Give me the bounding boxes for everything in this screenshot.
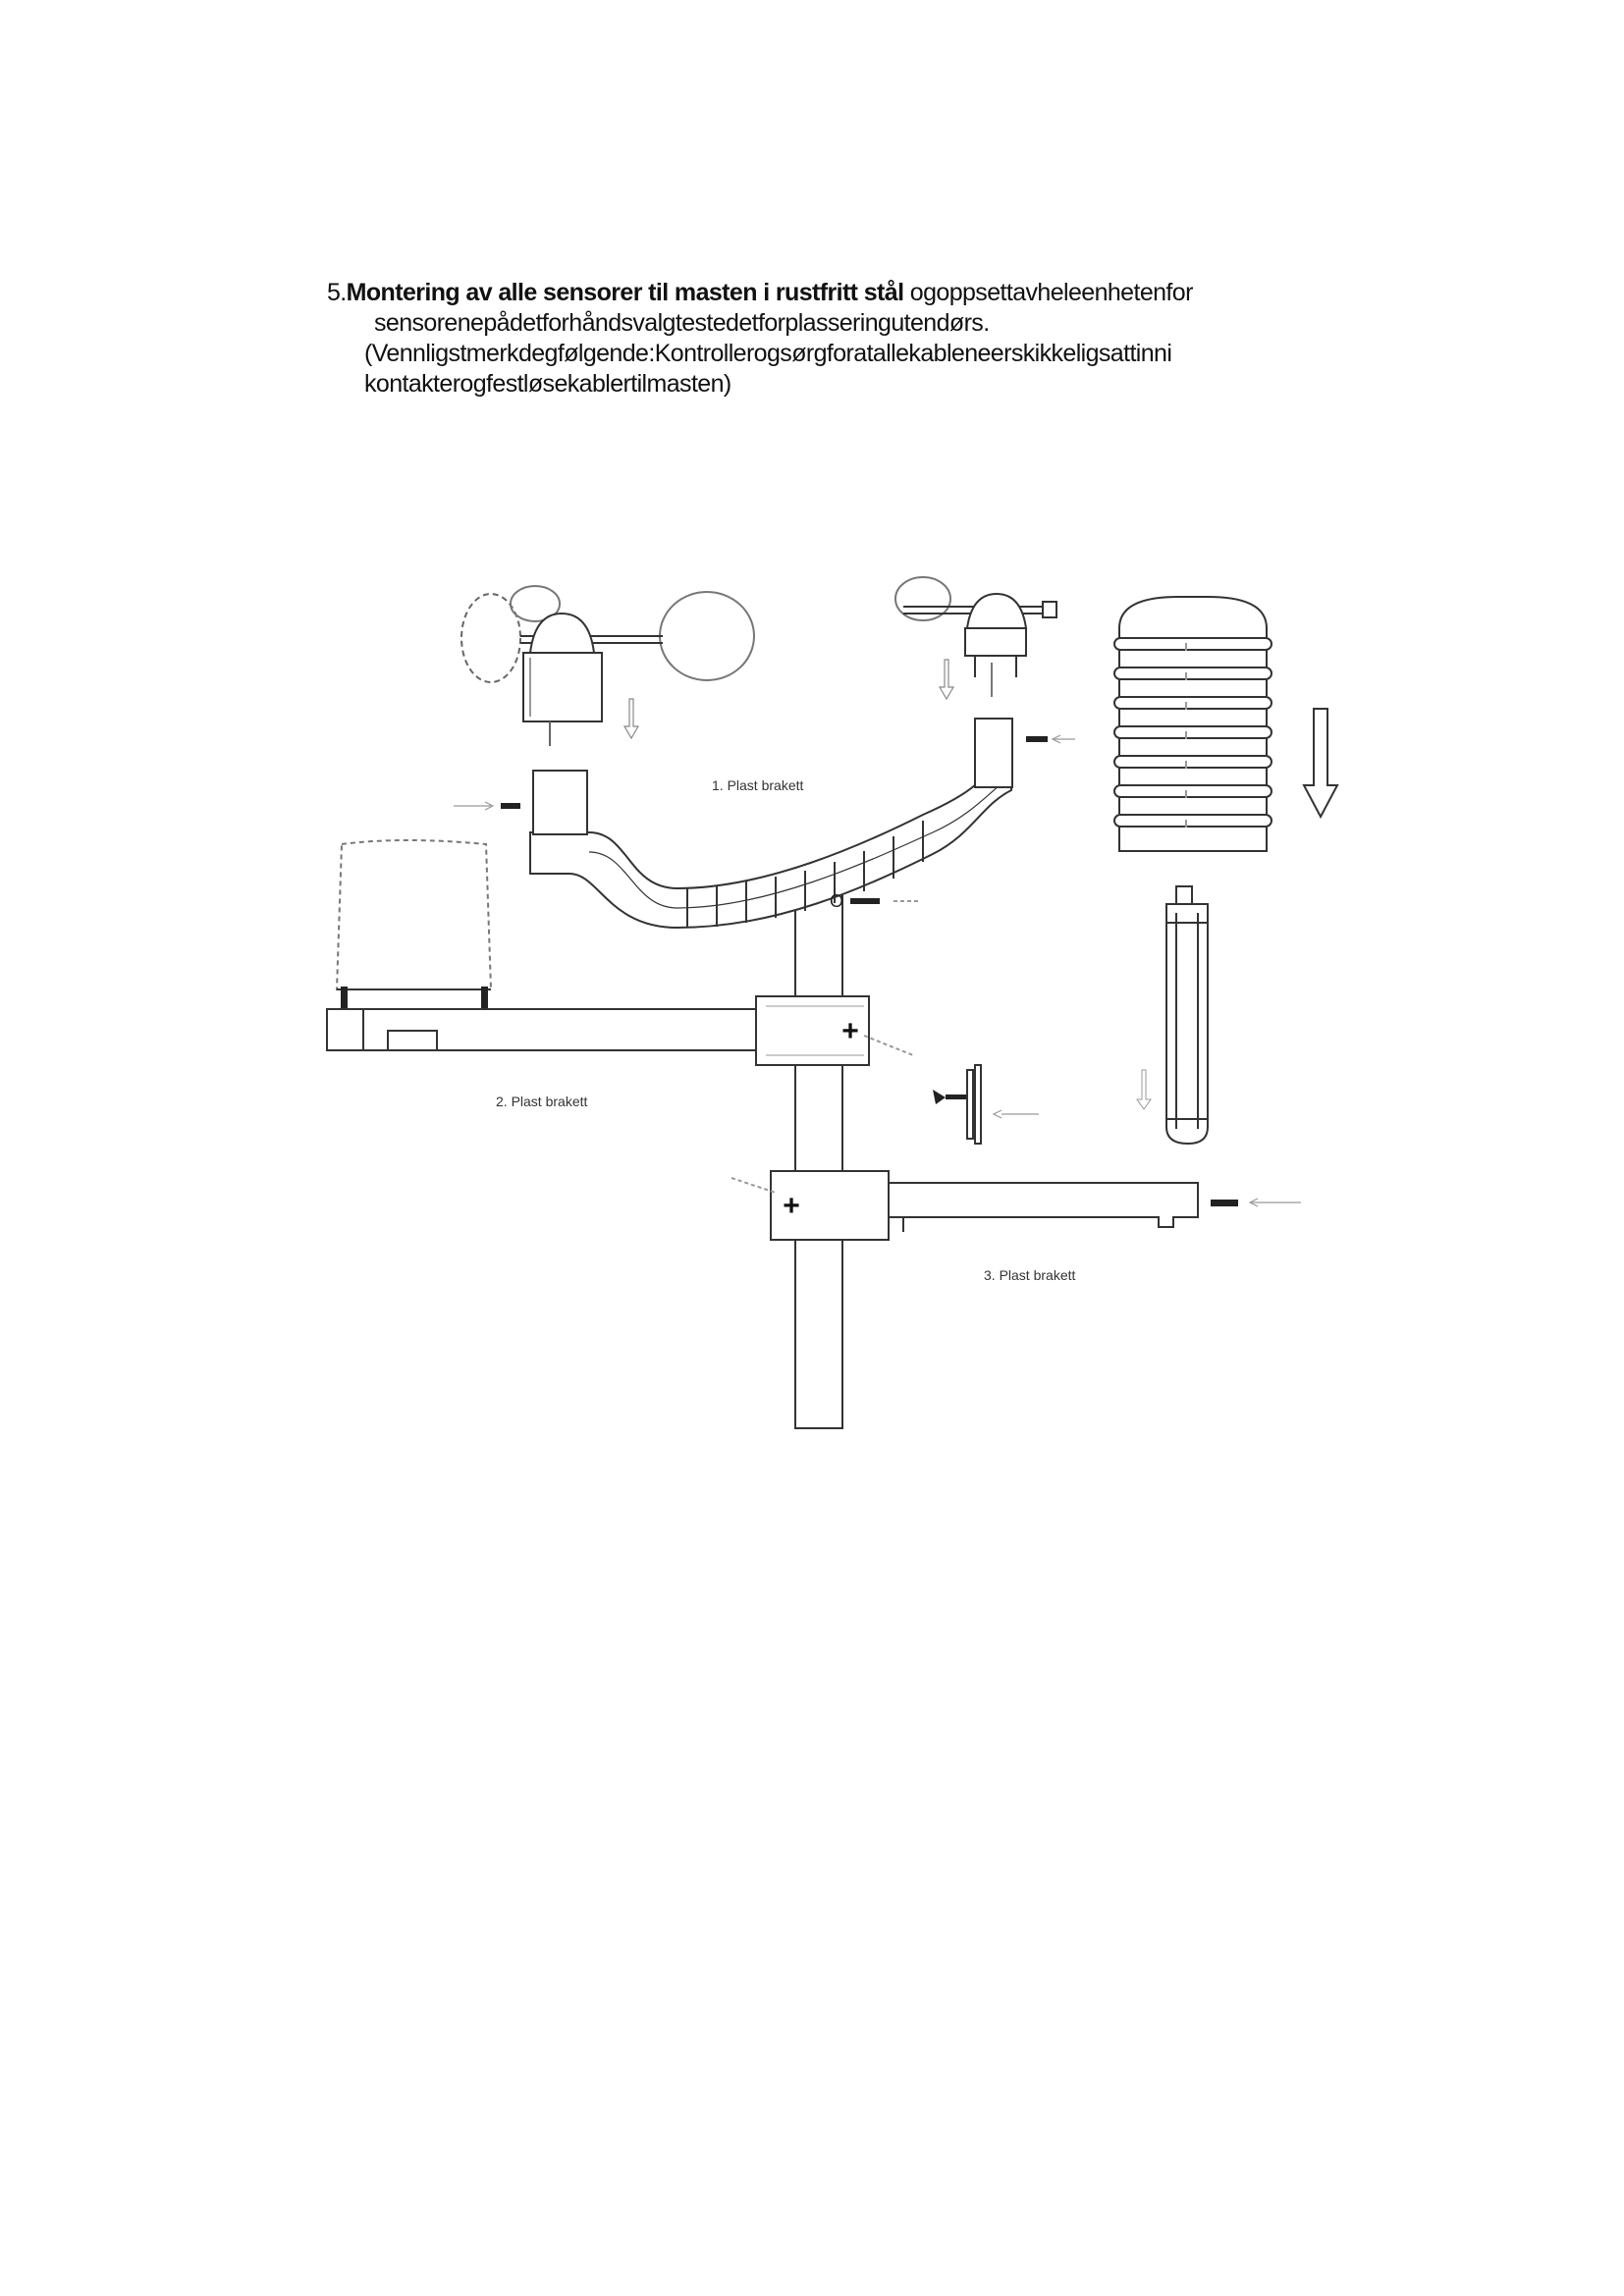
- instruction-line-3: (Vennligstmerkdegfølgende:Kontrollerogsørgforatallekableneerskikkeligsattinni: [364, 340, 1172, 367]
- step-number: 5.: [327, 279, 347, 306]
- screw-bracket-3: [1211, 1199, 1301, 1206]
- plus-marker: +: [783, 1190, 800, 1222]
- bracket-3: [731, 1171, 1198, 1240]
- instruction-line-2: sensorenepådetforhåndsvalgtestedetforplasseringutendørs.: [374, 309, 990, 337]
- wind-vane: [895, 577, 1056, 697]
- screw-bracket-1: [850, 898, 918, 904]
- rain-gauge: [337, 840, 491, 1008]
- screw-bracket-2: [933, 1065, 1039, 1144]
- label-bracket-3: 3. Plast brakett: [984, 1267, 1076, 1283]
- anemometer: [461, 586, 754, 746]
- circle-marker: O: [829, 891, 844, 911]
- bracket-1: [530, 719, 1012, 928]
- screw-vane-side: [1026, 735, 1075, 743]
- instruction-line-4: kontakterogfestløsekablertilmasten): [364, 370, 731, 398]
- plus-marker: +: [841, 1015, 859, 1047]
- down-arrow-small-icon: [624, 699, 638, 738]
- radiation-shield: [1114, 597, 1272, 851]
- label-bracket-1: 1. Plast brakett: [712, 777, 804, 793]
- step-title: Montering av alle sensorer til masten i rustfritt stål: [346, 279, 904, 306]
- label-bracket-2: 2. Plast brakett: [496, 1094, 588, 1109]
- bracket-2: [327, 996, 913, 1065]
- down-arrow-icon: [1304, 709, 1337, 817]
- thermo-probe: [1137, 886, 1208, 1144]
- mast: [795, 883, 842, 1428]
- step-line-1-rest: ogoppsettavheleenhetenfor: [909, 279, 1193, 306]
- down-arrow-small-icon: [940, 660, 953, 699]
- screw-rain-side: [454, 802, 520, 810]
